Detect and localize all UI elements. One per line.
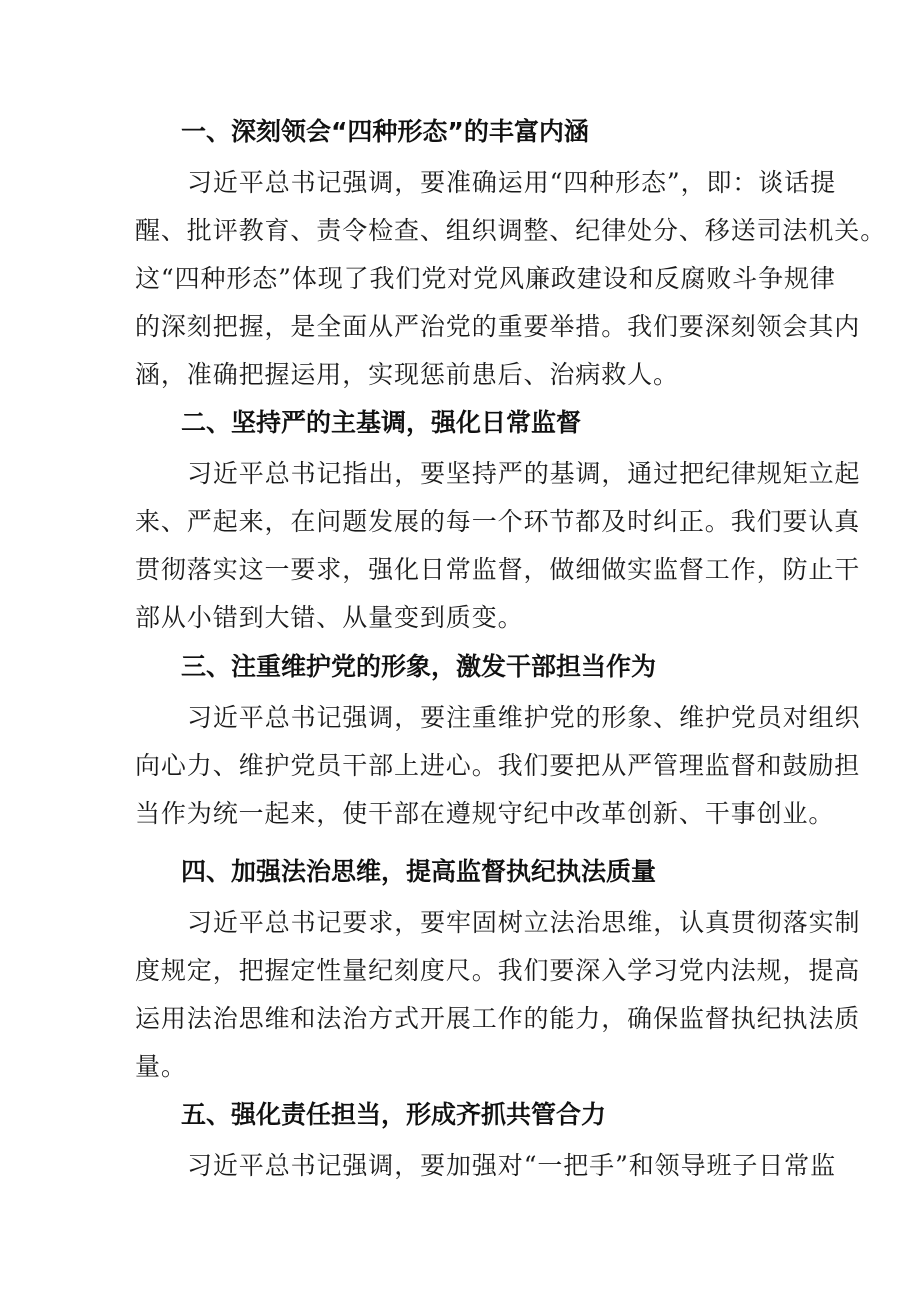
section-5-heading: 五、强化责任担当，形成齐抓共管合力 <box>181 1100 607 1129</box>
section-1-heading: 一、深刻领会“四种形态”的丰富内涵 <box>181 117 589 146</box>
section-1-line-1: 习近平总书记强调，要准确运用“四种形态”，即：谈话提 <box>187 168 836 197</box>
section-4-line-3: 运用法治思维和法治方式开展工作的能力，确保监督执纪执法质 <box>135 1004 861 1033</box>
section-4-heading: 四、加强法治思维，提高监督执纪执法质量 <box>181 857 657 886</box>
section-1-line-2: 醒、批评教育、责令检查、组织调整、纪律处分、移送司法机关。 <box>135 216 887 245</box>
section-1-line-4: 的深刻把握，是全面从严治党的重要举措。我们要深刻领会其内 <box>135 312 861 341</box>
section-4-line-1: 习近平总书记要求，要牢固树立法治思维，认真贯彻落实制 <box>187 908 861 937</box>
section-2-line-2: 来、严起来，在问题发展的每一个环节都及时纠正。我们要认真 <box>135 507 861 536</box>
section-2-line-4: 部从小错到大错、从量变到质变。 <box>135 603 524 632</box>
section-3-heading: 三、注重维护党的形象，激发干部担当作为 <box>181 652 657 681</box>
section-2-heading: 二、坚持严的主基调，强化日常监督 <box>181 408 582 437</box>
section-3-line-3: 当作为统一起来，使干部在遵规守纪中改革创新、干事创业。 <box>135 799 835 828</box>
section-1-line-3: 这“四种形态”体现了我们党对党风廉政建设和反腐败斗争规律 <box>135 264 836 293</box>
section-5-line-1: 习近平总书记强调，要加强对“一把手”和领导班子日常监 <box>187 1151 836 1180</box>
section-4-line-2: 度规定，把握定性量纪刻度尺。我们要深入学习党内法规，提高 <box>135 956 861 985</box>
section-2-line-3: 贯彻落实这一要求，强化日常监督，做细做实监督工作，防止干 <box>135 555 861 584</box>
section-1-line-5: 涵，准确把握运用，实现惩前患后、治病救人。 <box>135 360 679 389</box>
section-4-line-4: 量。 <box>135 1052 187 1081</box>
section-3-line-2: 向心力、维护党员干部上进心。我们要把从严管理监督和鼓励担 <box>135 751 861 780</box>
section-2-line-1: 习近平总书记指出，要坚持严的基调，通过把纪律规矩立起 <box>187 459 861 488</box>
section-3-line-1: 习近平总书记强调，要注重维护党的形象、维护党员对组织 <box>187 703 861 732</box>
